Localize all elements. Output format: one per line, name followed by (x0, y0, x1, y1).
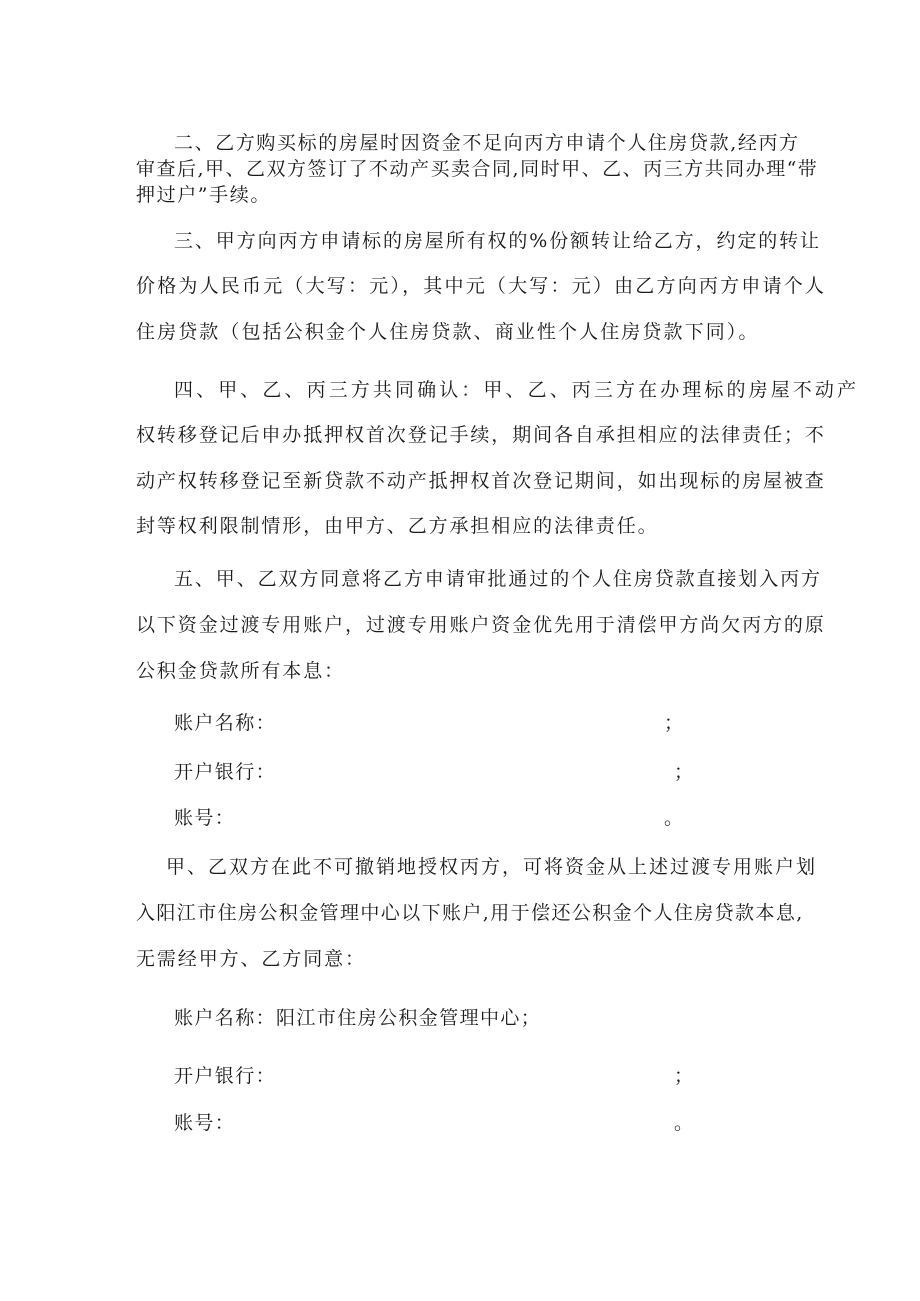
fund-account-name-label: 账户名称：阳江市住房公积金管理中心； (174, 1007, 542, 1029)
authorization-line-2: 入阳江市住房公积金管理中心以下账户,用于偿还公积金个人住房贷款本息, (136, 902, 804, 924)
clause-5-line-2: 以下资金过渡专用账户，过渡专用账户资金优先用于清偿甲方尚欠丙方的原 (136, 614, 826, 636)
clause-5-line-1: 五、甲、乙双方同意将乙方申请审批通过的个人住房贷款直接划入丙方 (174, 568, 822, 590)
transition-account-name-end: ； (664, 712, 684, 734)
transition-account-name-label: 账户名称： (174, 712, 277, 734)
clause-4-line-3: 动产权转移登记至新贷款不动产抵押权首次登记期间，如出现标的房屋被查 (136, 470, 826, 492)
transition-account-number-end: 。 (664, 807, 684, 829)
clause-5-line-3: 公积金贷款所有本息： (136, 660, 346, 682)
clause-2-line-3: 押过户”手续。 (136, 184, 271, 206)
transition-account-bank-label: 开户银行： (174, 761, 277, 783)
clause-4-line-2: 权转移登记后申办抵押权首次登记手续，期间各自承担相应的法律责任；不 (136, 424, 826, 446)
fund-account-bank-end: ； (674, 1065, 694, 1087)
clause-2-line-1: 二、乙方购买标的房屋时因资金不足向丙方申请个人住房贷款,经丙方 (174, 132, 800, 154)
fund-account-number-end: 。 (674, 1112, 694, 1134)
clause-2-line-2: 审查后,甲、乙双方签订了不动产买卖合同,同时甲、乙、丙三方共同办理“带 (136, 158, 819, 180)
clause-3-line-3: 住房贷款（包括公积金个人住房贷款、商业性个人住房贷款下同）。 (136, 321, 760, 343)
clause-3-line-2: 价格为人民币元（大写：元），其中元（大写：元）由乙方向丙方申请个人 (136, 275, 827, 297)
clause-3-line-1: 三、甲方向丙方申请标的房屋所有权的%份额转让给乙方，约定的转让 (174, 230, 821, 252)
authorization-line-3: 无需经甲方、乙方同意： (136, 948, 366, 970)
fund-account-bank-label: 开户银行： (174, 1065, 277, 1087)
transition-account-number-label: 账号： (174, 807, 236, 829)
fund-account-number-label: 账号： (174, 1112, 236, 1134)
clause-4-line-4: 封等权利限制情形，由甲方、乙方承担相应的法律责任。 (136, 515, 659, 537)
transition-account-bank-end: ； (674, 761, 694, 783)
authorization-line-1: 甲、乙双方在此不可撤销地授权丙方，可将资金从上述过渡专用账户划 (166, 856, 818, 878)
clause-4-line-1: 四、甲、乙、丙三方共同确认：甲、乙、丙三方在办理标的房屋不动产 (174, 379, 860, 401)
